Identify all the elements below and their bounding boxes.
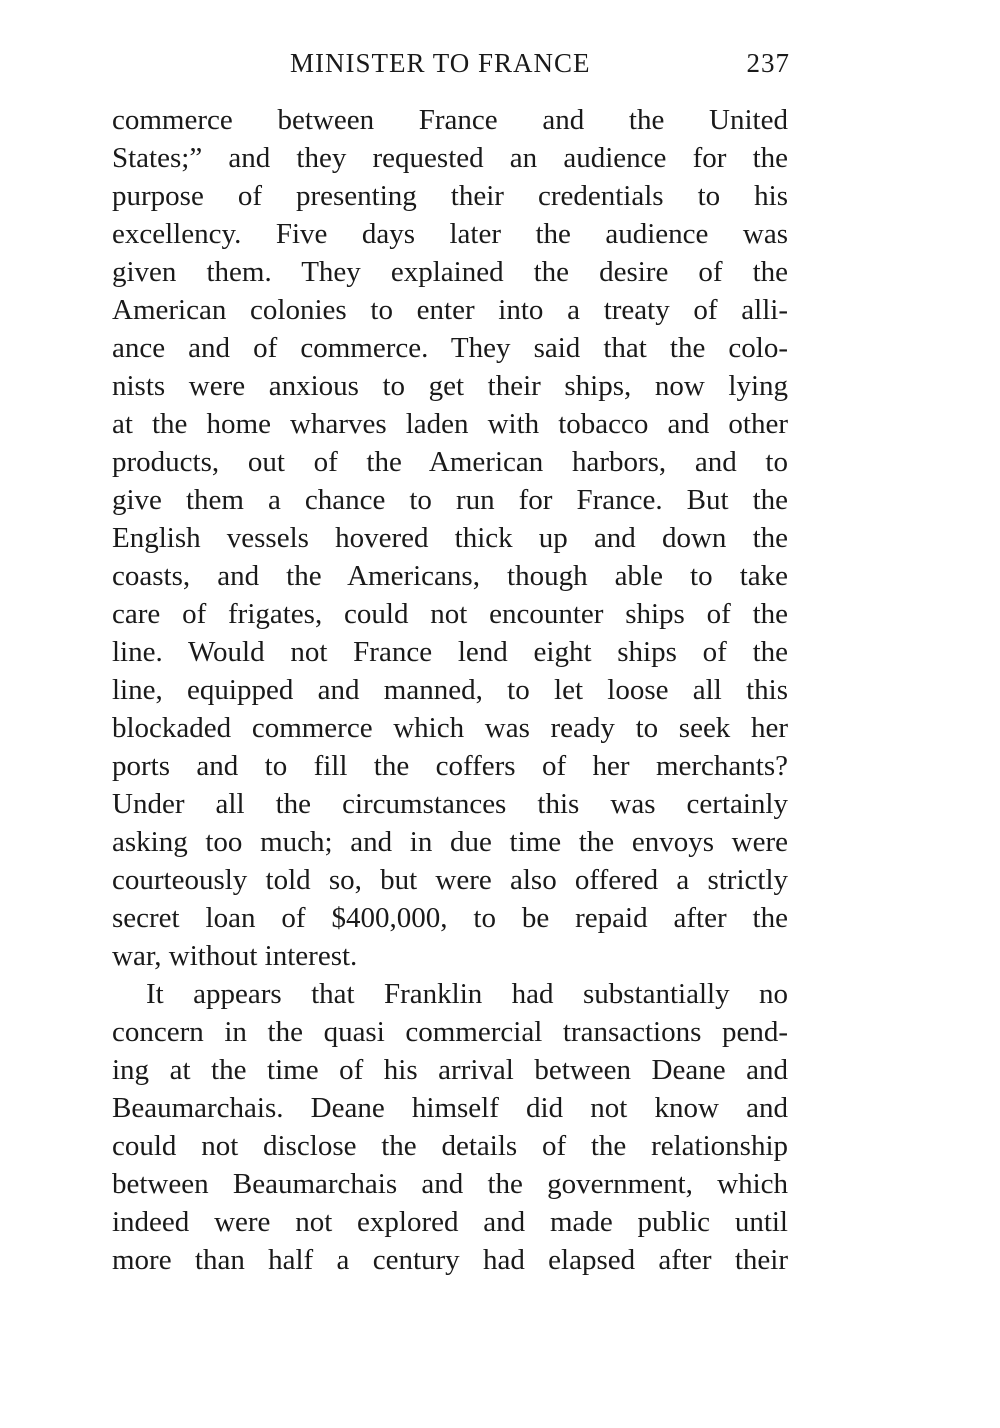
text-line: war, without interest.: [112, 940, 358, 972]
text-line: excellency. Five days later the audience was: [112, 218, 788, 250]
text-line: purpose of presenting their credentials to his: [112, 180, 788, 212]
text-line: line. Would not France lend eight ships of the: [112, 636, 788, 668]
text-line: ing at the time of his arrival between Deane and: [112, 1054, 788, 1086]
text-line: coasts, and the Americans, though able to take: [112, 560, 788, 592]
text-line: ports and to fill the coffers of her merchants?: [112, 750, 788, 782]
running-title: MINISTER TO FRANCE: [290, 48, 591, 78]
text-line: commerce between France and the United: [112, 104, 788, 136]
text-line: English vessels hovered thick up and down the: [112, 522, 788, 554]
paragraph: [112, 101, 788, 975]
text-line: States;” and they requested an audience for the: [112, 142, 788, 174]
text-line: could not disclose the details of the relationship: [112, 1130, 788, 1162]
body-text: [112, 101, 788, 1279]
text-line: care of frigates, could not encounter ships of the: [112, 598, 788, 630]
text-line: given them. They explained the desire of the: [112, 256, 788, 288]
text-line: at the home wharves laden with tobacco and other: [112, 408, 788, 440]
text-line: It appears that Franklin had substantially no: [146, 978, 788, 1010]
text-line: between Beaumarchais and the government, which: [112, 1168, 788, 1200]
text-line: Under all the circumstances this was certainly: [112, 788, 788, 820]
text-line: ance and of commerce. They said that the colo-: [112, 332, 788, 364]
text-line: courteously told so, but were also offered a strictly: [112, 864, 788, 896]
text-line: more than half a century had elapsed after their: [112, 1244, 788, 1276]
text-line: products, out of the American harbors, and to: [112, 446, 788, 478]
text-line: American colonies to enter into a treaty of alli-: [112, 294, 788, 326]
running-head: [110, 48, 790, 84]
text-line: secret loan of $400,000, to be repaid after the: [112, 902, 788, 934]
text-line: nists were anxious to get their ships, now lying: [112, 370, 788, 402]
text-line: blockaded commerce which was ready to seek her: [112, 712, 788, 744]
text-line: Beaumarchais. Deane himself did not know and: [112, 1092, 788, 1124]
text-line: give them a chance to run for France. But the: [112, 484, 788, 516]
text-line: concern in the quasi commercial transactions pend-: [112, 1016, 788, 1048]
page-number: 237: [746, 48, 790, 78]
paragraph: [112, 975, 788, 1279]
text-line: line, equipped and manned, to let loose all this: [112, 674, 788, 706]
text-line: asking too much; and in due time the envoys were: [112, 826, 788, 858]
text-line: indeed were not explored and made public until: [112, 1206, 788, 1238]
